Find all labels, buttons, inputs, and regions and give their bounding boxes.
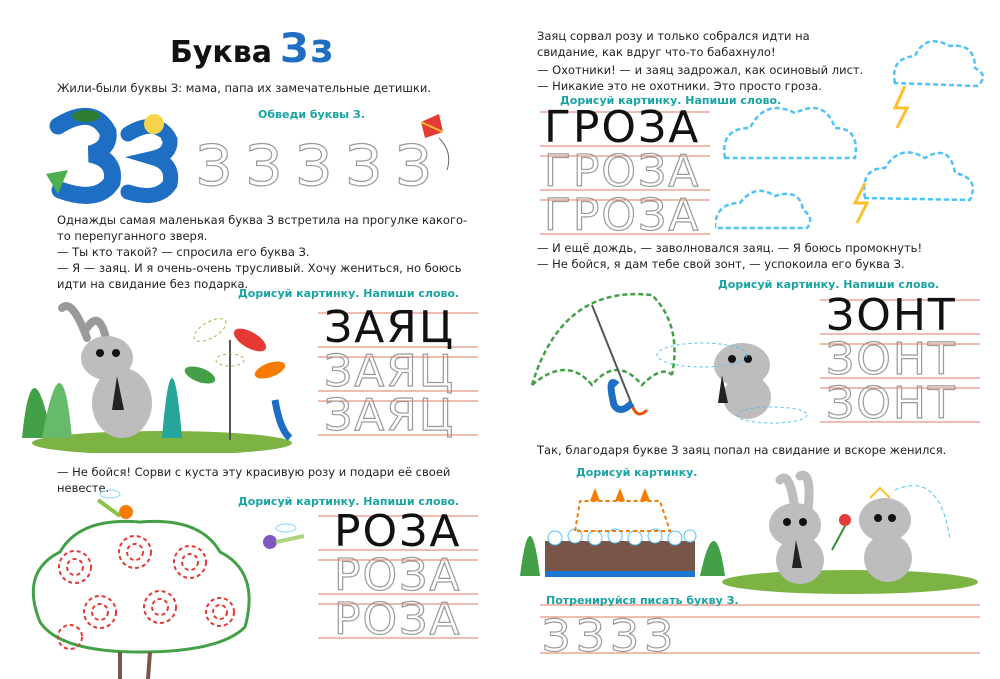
word-roza: РОЗА [334,506,462,557]
dragonfly-icon-2 [260,520,310,556]
story-paragraph-2: Однажды самая маленькая буква З встретила на прогулке какого-то перепуганного зверя. [57,213,468,243]
cake-icon [520,476,730,586]
word-groza: ГРОЗА [544,102,701,153]
word-roza-trace-1: РОЗА [334,550,462,601]
page-title [170,26,336,72]
practice-letters-row: ЗЗЗЗ [542,611,679,662]
word-roza-trace-2: РОЗА [334,594,462,645]
instruction-practice: Потренируйся писать букву З. [546,594,739,607]
instruction-draw-word-2: Дорисуй картинку. Напиши слово. [238,495,460,508]
instruction-trace: Обведи буквы З. [258,108,365,121]
word-zont: ЗОНТ [826,290,957,341]
hare-couple-icon [720,470,980,595]
title-letters: Зз [280,26,336,72]
story-paragraph-9: — И ещё дождь, — заволновался заяц. — Я боюсь промокнуть! [537,241,923,255]
word-zayats-trace-1: ЗАЯЦ [324,346,456,397]
instruction-draw: Дорисуй картинку. [576,466,698,479]
story-paragraph-11: Так, благодаря букве З заяц попал на свидание и вскоре женился. [537,443,947,457]
story-paragraph-7: — Охотники! — и заяц задрожал, как осиновый лист. [537,63,864,77]
umbrella-icon [522,285,812,425]
story-paragraph-8: — Никакие это не охотники. Это просто гроза. [537,79,822,93]
story-paragraph-4: — Я — заяц. И я очень-очень трусливый. Хочу жениться, но боюсь идти на свидание без подарка. [57,261,462,291]
letter-z-family-icon [38,104,188,204]
trace-letters-row: ЗЗЗЗЗ [196,134,446,199]
instruction-draw-word-3: Дорисуй картинку. Напиши слово. [560,94,782,107]
story-paragraph-10: — Не бойся, я дам тебе свой зонт, — успокоила его буква З. [537,257,905,271]
story-paragraph-6: Заяц сорвал розу и только собрался идти на свидание, как вдруг что-то бабахнуло! [537,29,810,59]
story-paragraph-1: Жили-были буквы З: мама, папа их замечательные детишки. [57,81,432,95]
title-prefix: Буква [170,35,273,70]
story-paragraph-5: — Не бойся! Сорви с куста эту красивую розу и подари её своей невесте. [57,465,451,495]
word-zont-trace-1: ЗОНТ [826,334,957,385]
word-zont-trace-2: ЗОНТ [826,378,957,429]
word-groza-trace-2: ГРОЗА [544,190,701,241]
plant-icon [170,300,310,445]
story-paragraph-3: — Ты кто такой? — спросила его буква З. [57,245,310,259]
cloud-icon [715,28,990,233]
word-groza-trace-1: ГРОЗА [544,146,701,197]
instruction-draw-word-4: Дорисуй картинку. Напиши слово. [718,278,940,291]
rose-bush-icon [20,512,260,679]
instruction-draw-word-1: Дорисуй картинку. Напиши слово. [238,287,460,300]
word-zayats: ЗАЯЦ [324,302,456,353]
right-page [500,0,1000,679]
word-zayats-trace-2: ЗАЯЦ [324,390,456,441]
